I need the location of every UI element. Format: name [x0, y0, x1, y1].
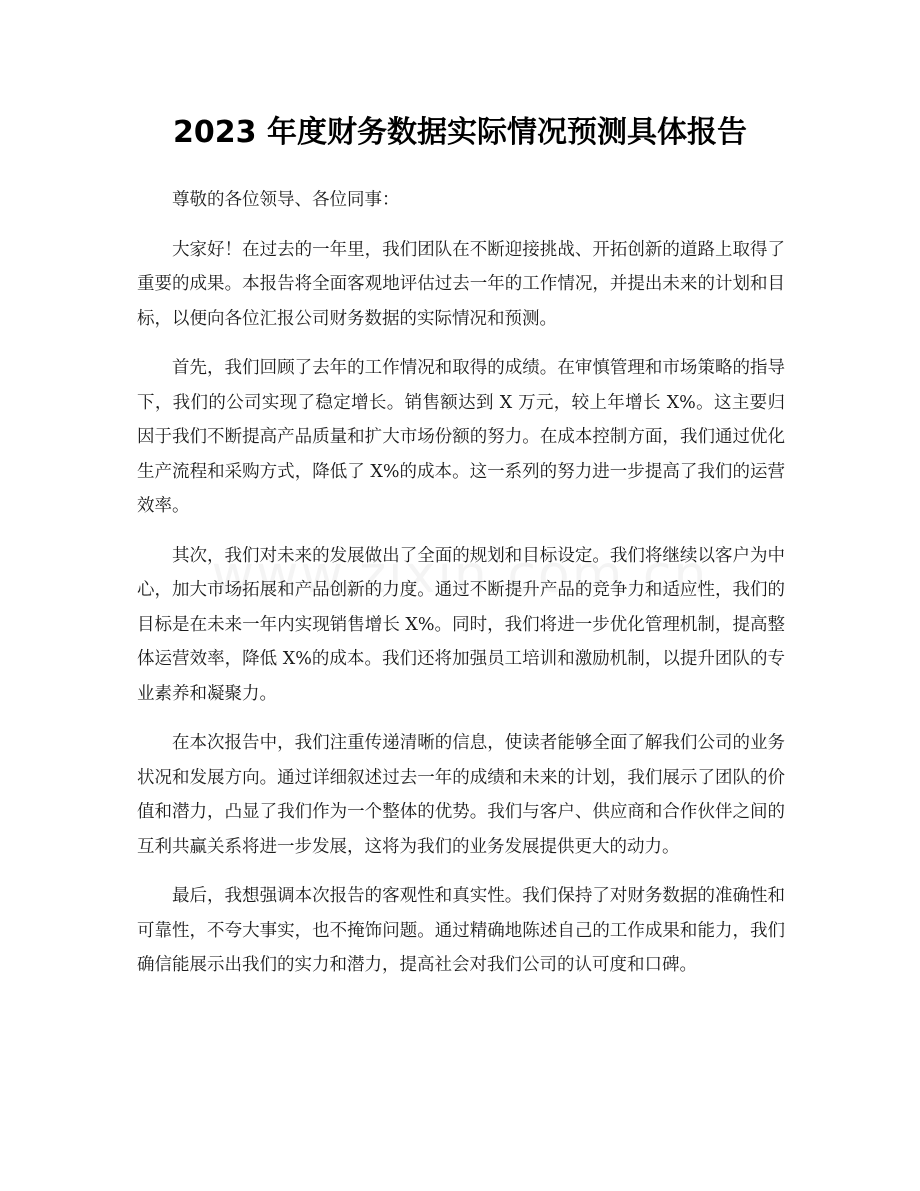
page-title: 2023 年度财务数据实际情况预测具体报告: [173, 115, 747, 150]
report-summary-paragraph: 在本次报告中，我们注重传递清晰的信息，使读者能够全面了解我们公司的业务状况和发展方向。通过详细叙述过去一年的成绩和未来的计划，我们展示了团队的价值和潜力，凸显了我们作为一个整体的优势。我们与客户、供应商和合作伙伴之间的互利共赢关系将进一步发展，这将为我们的业务发展提供更大的动力。: [137, 733, 785, 857]
document-body: [137, 183, 785, 998]
plan-paragraph: 其次，我们对未来的发展做出了全面的规划和目标设定。我们将继续以客户为中心，加大市场拓展和产品创新的力度。通过不断提升产品的竞争力和适应性，我们的目标是在未来一年内实现销售增长 X%。同时，我们将进一步优化管理机制，提高整体运营效率，降低 X%的成本。我们还将加强员工培训和激励机制，以提升团队的专业素养和凝聚力。: [137, 545, 785, 704]
review-paragraph: 首先，我们回顾了去年的工作情况和取得的成绩。在审慎管理和市场策略的指导下，我们的公司实现了稳定增长。销售额达到 X 万元，较上年增长 X%。这主要归因于我们不断提高产品质量和扩大市场份额的努力。在成本控制方面，我们通过优化生产流程和采购方式，降低了 X%的成本。这一系列的努力进一步提高了我们的运营效率。: [137, 358, 785, 516]
salutation-paragraph: 尊敬的各位领导、各位同事：: [172, 190, 400, 210]
closing-paragraph: 最后，我想强调本次报告的客观性和真实性。我们保持了对财务数据的准确性和可靠性，不夸大事实，也不掩饰问题。通过精确地陈述自己的工作成果和能力，我们确信能展示出我们的实力和潜力，提高社会对我们公司的认可度和口碑。: [137, 886, 785, 975]
intro-paragraph: 大家好！在过去的一年里，我们团队在不断迎接挑战、开拓创新的道路上取得了重要的成果。本报告将全面客观地评估过去一年的工作情况，并提出未来的计划和目标，以便向各位汇报公司财务数据的实际情况和预测。: [137, 239, 785, 329]
